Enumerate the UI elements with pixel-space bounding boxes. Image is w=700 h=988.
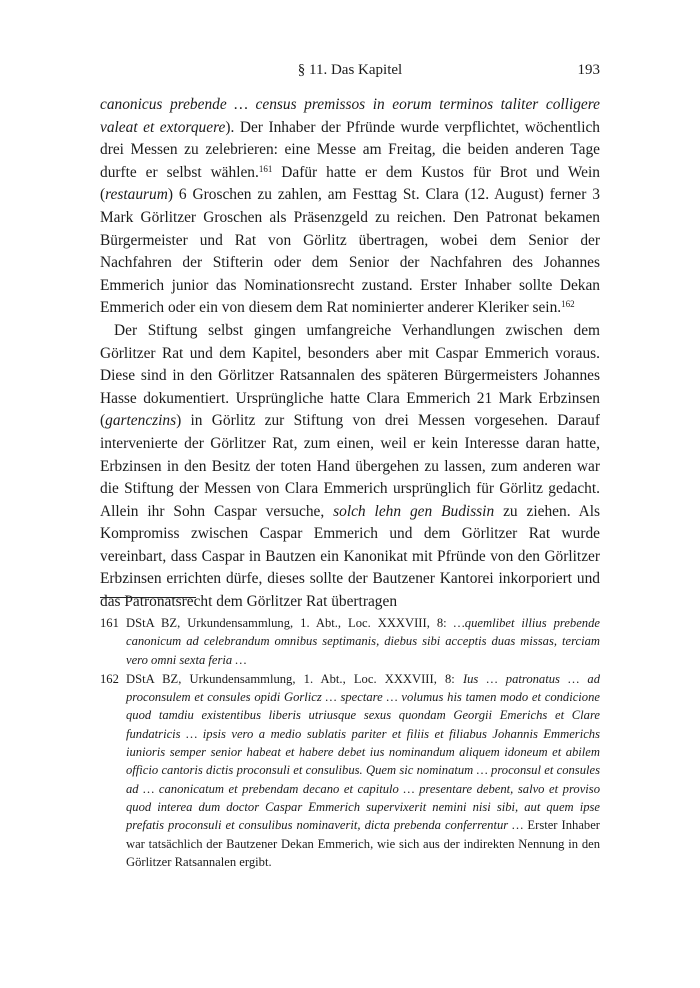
footnote-divider	[100, 597, 196, 598]
footnote-number: 161	[100, 616, 119, 630]
german-quote: solch lehn gen Budissin	[333, 502, 495, 520]
paragraph-1	[100, 94, 600, 320]
text-run: ) 6 Groschen zu zahlen, am Festtag St. Clara (12. August) ferner 3 Mark Görlitzer Groschen als Präsenzgeld zu reichen. Den Patronat bekamen Bürgermeister und Rat von Görlitz übertragen, wobei dem Senior der Nachfahren der Stifterin oder dem Senior der Nachfahren des Johannes Emmerich junior das Nominationsrecht zustand. Erster Inhaber sollte Dekan Emmerich oder ein von diesem dem Rat nominierter anderer Kleriker sein.	[100, 186, 600, 317]
footnote-quote: Ius … patronatus … ad proconsulem et consules opidi Gorlicz … spectare … volumus his tamen modo et condicione quod tamdiu existentibus liberis utriusque sexus quondam Georgii Emerichs et Clare fundatricis … ipsis vero a medio sublatis pariter et filiis et filiabus Johannis Emmerichs iunioris semper senior habeat et habere debet ius nominandum aliquem idoneum et abilem officio cantoris dictis proconsuli et consulibus. Quem sic nominatum … proconsul et consules ad … canonicatum et prebendam decano et capitulo … presentare debent, salvo et proviso quod interea dum doctor Caspar Emmerich supervixerit nemini nisi sibi, aut quem ipse prefatis proconsuli et consulibus nominaverit, dicta prebenda conferrentur …	[126, 671, 600, 833]
chapter-title: § 11. Das Kapitel	[297, 62, 403, 78]
footnote-source: DStA BZ, Urkundensammlung, 1. Abt., Loc. XXXVIII, 8:	[126, 616, 454, 630]
footnote-source: DStA BZ, Urkundensammlung, 1. Abt., Loc. XXXVIII, 8:	[126, 671, 463, 686]
footnote-161	[100, 614, 600, 669]
footnote-quote: …quemlibet illius prebende canonicum ad celebrandum omnibus septimanis, diebus sibi acceptis duas missas, terciam vero omni sexta feria …	[126, 616, 600, 667]
text-run: Der Stiftung selbst gingen umfangreiche Verhandlungen zwischen dem Görlitzer Rat und dem Kapitel, besonders aber mit Caspar Emmerich voraus. Diese sind in den Görlitzer Ratsannalen des späteren Bürgermeisters Johannes Hasse dokumentiert. Ursprüngliche hatte Clara Emmerich 21 Mark Erbzinsen (	[100, 321, 600, 430]
latin-quote: canonicus prebende … census premissos in eorum terminos taliter colligere valeat et extorquere	[100, 96, 600, 136]
text-run: Dafür hatte er dem Kustos für Brot und Wein (	[100, 163, 600, 204]
text-run: ). Der Inhaber der Pfründe wurde verpflichtet, wöchentlich drei Messen zu zelebrieren: eine Messe am Freitag, die beiden anderen Tage durfte er selbst wählen.	[100, 118, 600, 181]
german-term: gartenczins	[105, 412, 177, 430]
footnote-162	[100, 670, 600, 871]
paragraph-2	[100, 320, 600, 614]
footnote-ref-161[interactable]: 161	[258, 163, 273, 174]
footnote-tail: Erster Inhaber war tatsächlich der Bautzener Dekan Emmerich, wie sich aus der indirekten Nennung in den Görlitzer Ratsannalen ergibt.	[126, 818, 600, 869]
footnote-number: 162	[100, 671, 119, 686]
footnotes	[100, 614, 600, 872]
page-number: 193	[577, 62, 600, 78]
footnote-ref-162[interactable]: 162	[561, 299, 575, 310]
text-run: zu ziehen. Als Kompromiss zwischen Caspar Emmerich und dem Görlitzer Rat wurde vereinbart, dass Caspar in Bautzen ein Kanonikat mit Pfründe von den Görlitzer Erbzinsen errichten dürfe, dieses sollte der Bautzener Kantorei inkorporiert und das Patronatsrecht dem Görlitzer Rat übertragen	[100, 502, 601, 611]
main-text	[100, 94, 600, 614]
latin-term: restaurum	[105, 186, 168, 204]
running-head	[100, 62, 600, 82]
text-run: ) in Görlitz zur Stiftung von drei Messen vorgesehen. Darauf intervenierte der Görlitzer Rat, zum einen, weil er kein Interesse daran hatte, Erbzinsen in den Besitz der toten Hand übergehen zu lassen, zum anderen war die Stiftung der Messen von Clara Emmerich ursprünglich für Görlitz gedacht. Allein ihr Sohn Caspar versuche,	[100, 412, 600, 520]
